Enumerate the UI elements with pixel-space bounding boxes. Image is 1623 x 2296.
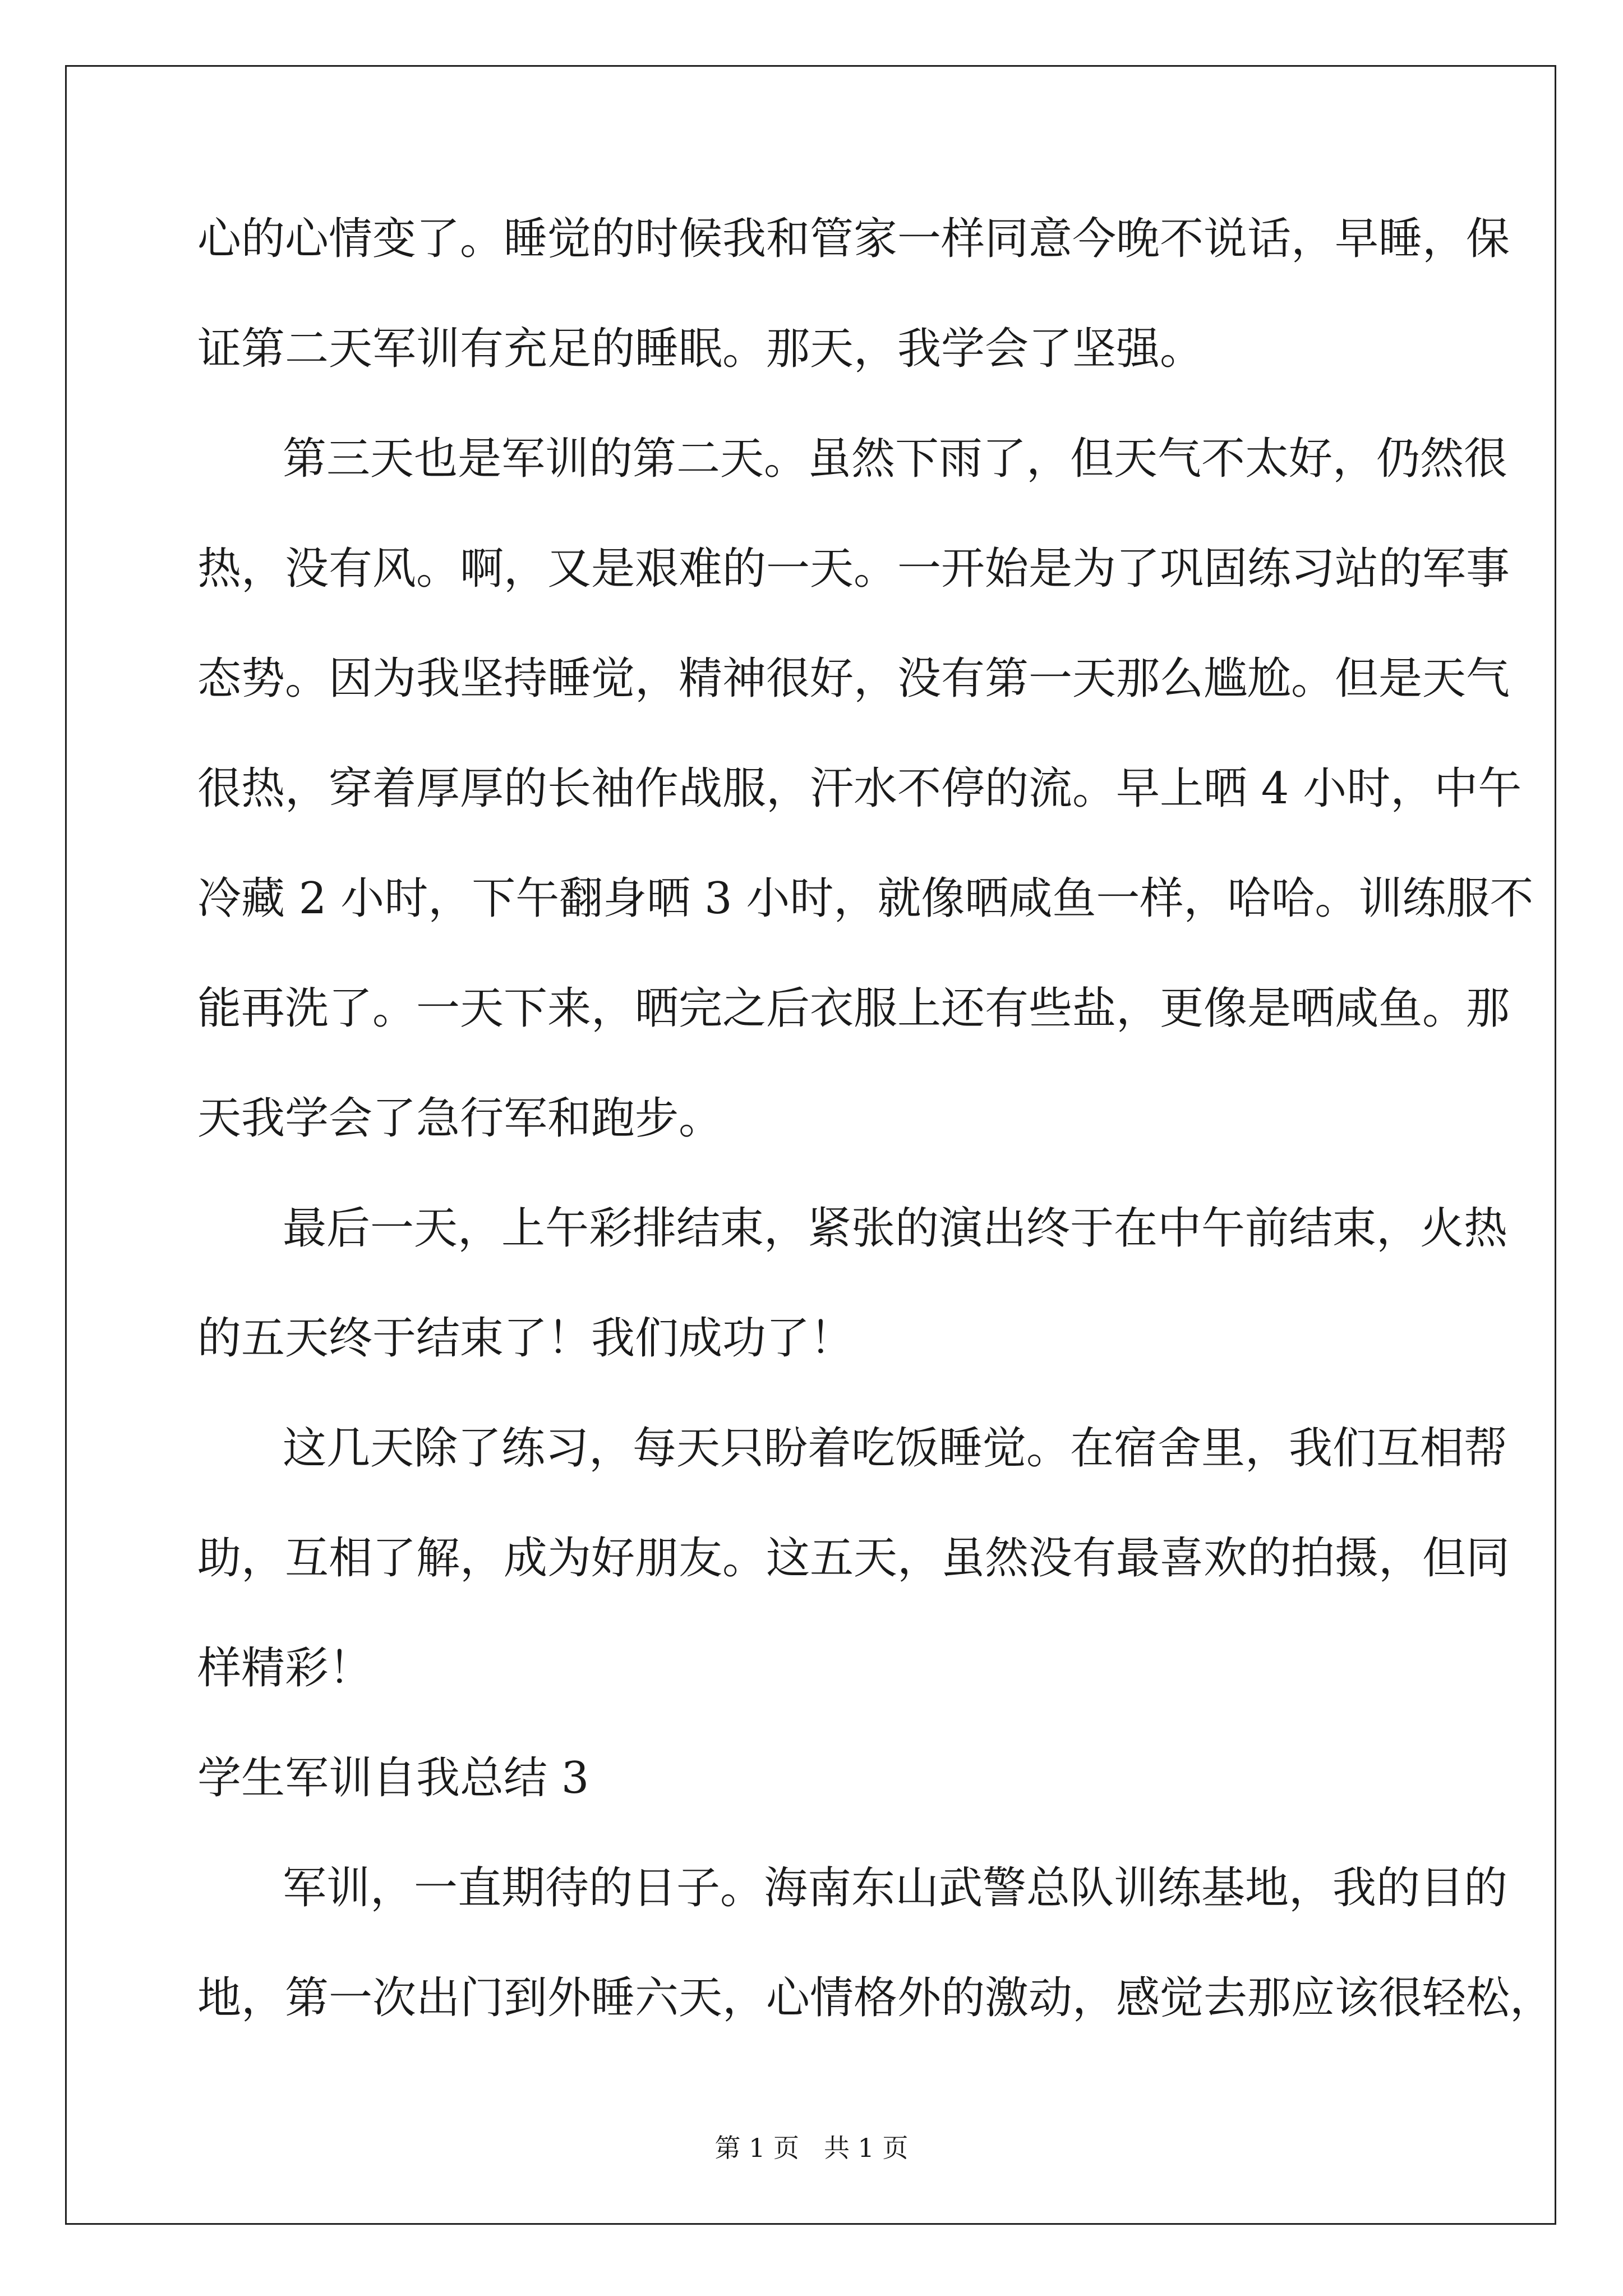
text-line: 很热，穿着厚厚的长袖作战服，汗水不停的流。早上晒 4 小时，中午 [197, 763, 1522, 814]
text-line: 样精彩！ [197, 1643, 373, 1694]
text-line: 心的心情变了。睡觉的时候我和管家一样同意今晚不说话，早睡，保 [197, 214, 1510, 264]
text-line: 态势。因为我坚持睡觉，精神很好，没有第一天那么尴尬。但是天气 [197, 654, 1510, 704]
paragraph-first-line: 第三天也是军训的第二天。虽然下雨了，但天气不太好，仍然很 [283, 434, 1508, 484]
paragraph-first-line: 军训，一直期待的日子。海南东山武警总队训练基地，我的目的 [283, 1863, 1508, 1913]
text-line: 能再洗了。一天下来，晒完之后衣服上还有些盐，更像是晒咸鱼。那 [197, 983, 1510, 1034]
text-line: 天我学会了急行军和跑步。 [197, 1093, 723, 1144]
text-line: 冷藏 2 小时，下午翻身晒 3 小时，就像晒咸鱼一样，哈哈。训练服不 [197, 873, 1534, 924]
page-number: 第 1 页 [714, 2133, 800, 2163]
text-line: 热，没有风。啊，又是艰难的一天。一开始是为了巩固练习站的军事 [197, 544, 1510, 594]
text-line: 证第二天军训有充足的睡眠。那天，我学会了坚强。 [197, 324, 1204, 374]
page-footer [0, 2128, 1623, 2165]
section-heading: 学生军训自我总结 3 [197, 1753, 589, 1803]
text-line: 地，第一次出门到外睡六天，心情格外的激动，感觉去那应该很轻松， [197, 1973, 1554, 2023]
text-line: 的五天终于结束了！我们成功了！ [197, 1313, 854, 1364]
paragraph-first-line: 这几天除了练习，每天只盼着吃饭睡觉。在宿舍里，我们互相帮 [283, 1423, 1508, 1474]
text-line: 助，互相了解，成为好朋友。这五天，虽然没有最喜欢的拍摄，但同 [197, 1533, 1510, 1584]
page-total: 共 1 页 [823, 2133, 909, 2163]
paragraph-first-line: 最后一天，上午彩排结束，紧张的演出终于在中午前结束，火热 [283, 1203, 1508, 1254]
